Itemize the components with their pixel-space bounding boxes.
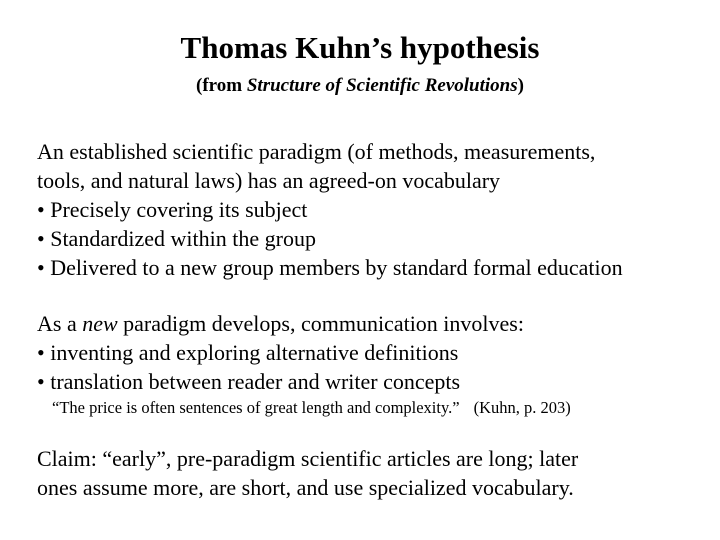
bullet-item: • inventing and exploring alternative definitions: [37, 340, 459, 365]
subtitle-close: ): [517, 75, 524, 96]
paradigm-paragraph: [37, 137, 707, 282]
subtitle-open: (from: [196, 75, 247, 96]
paragraph-line: An established scientific paradigm (of methods, measurements,: [37, 139, 596, 164]
paragraph-line: tools, and natural laws) has an agreed-on vocabulary: [37, 168, 501, 193]
quote-citation: (Kuhn, p. 203): [473, 398, 571, 417]
slide-subtitle: [0, 74, 720, 98]
bullet-item: • Delivered to a new group members by standard formal education: [37, 255, 623, 280]
lead-emphasis: new: [82, 311, 118, 336]
lead-after: paradigm develops, communication involves:: [117, 311, 524, 336]
bullet-item: • Precisely covering its subject: [37, 197, 308, 222]
quote-text: “The price is often sentences of great length and complexity.”: [52, 398, 460, 417]
claim-paragraph: [37, 444, 707, 502]
bullet-item: • Standardized within the group: [37, 226, 316, 251]
paragraph-line: [37, 309, 707, 338]
paragraph-line: ones assume more, are short, and use specialized vocabulary.: [37, 475, 574, 500]
lead-before: As a: [37, 311, 83, 336]
paragraph-line: Claim: “early”, pre-paradigm scientific articles are long; later: [37, 446, 579, 471]
kuhn-quote: [52, 397, 571, 419]
new-paradigm-paragraph: [37, 309, 707, 396]
slide-title: Thomas Kuhn’s hypothesis: [180, 30, 540, 65]
subtitle-book-title: Structure of Scientific Revolutions: [246, 75, 518, 96]
bullet-item: • translation between reader and writer concepts: [37, 369, 461, 394]
